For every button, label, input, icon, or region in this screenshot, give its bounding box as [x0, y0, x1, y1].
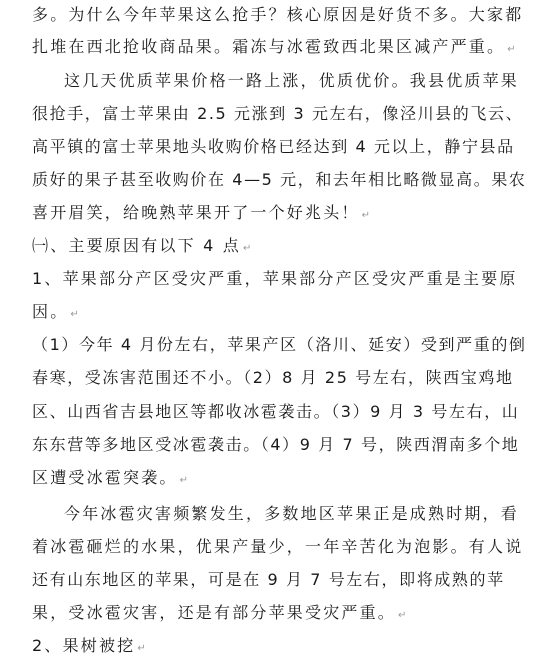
paragraph-line: 这几天优质苹果价格一路上涨，优质优价。我县优质苹果: [64, 71, 520, 90]
paragraph-line: （1）今年 4 月份左右，苹果产区（洛川、延安）受到严重的倒: [32, 335, 527, 354]
paragraph-mark-icon: ↵: [361, 210, 370, 221]
paragraph-line: 喜开眉笑，给晚熟苹果开了一个好兆头！ ↵: [32, 203, 370, 222]
paragraph-line: 高平镇的富士苹果地头收购价格已经达到 4 元以上，静宁县品: [32, 137, 515, 156]
paragraph-line: 质好的果子甚至收购价在 4—5 元，和去年相比略微显高。果农: [32, 170, 527, 189]
paragraph-line: 区遭受冰雹突袭。 ↵: [32, 468, 188, 487]
paragraph-mark-icon: ↵: [70, 309, 79, 320]
paragraph-mark-icon: ↵: [137, 643, 146, 654]
paragraph-line: 东东营等多地区受冰雹袭击。（4）9 月 7 号，陕西渭南多个地: [32, 435, 520, 454]
section-heading: ㈠、主要原因有以下 4 点 ↵: [32, 236, 252, 255]
paragraph-line: 多。为什么今年苹果这么抢手？核心原因是好货不多。大家都: [32, 5, 524, 24]
subsection-heading: 2、果树被挖 ↵: [32, 636, 146, 655]
paragraph-mark-icon: ↵: [398, 610, 407, 621]
paragraph-line: 着冰雹砸烂的水果，优果产量少，一年辛苦化为泡影。有人说: [32, 537, 524, 556]
paragraph-line: 春寒，受冻害范围还不小。（2）8 月 25 号左右，陕西宝鸡地: [32, 368, 514, 387]
paragraph-mark-icon: ↵: [242, 243, 252, 254]
paragraph-mark-icon: ↵: [179, 475, 188, 486]
paragraph-line: 扎堆在西北抢收商品果。霜冻与冰雹致西北果区减产严重。 ↵: [32, 37, 516, 56]
paragraph-line: 区、山西省吉县地区等都收冰雹袭击。（3）9 月 3 号左右，山: [32, 402, 520, 421]
paragraph-line: 因。 ↵: [32, 302, 79, 321]
paragraph-line: 果，受冰雹灾害，还是有部分苹果受灾严重。 ↵: [32, 603, 407, 622]
subsection-heading: 1、苹果部分产区受灾严重，苹果部分产区受灾严重是主要原: [32, 269, 518, 288]
paragraph-line: 今年冰雹灾害频繁发生，多数地区苹果正是成熟时期，看: [64, 504, 520, 523]
paragraph-line: 还有山东地区的苹果，可是在 9 月 7 号左右，即将成熟的苹: [32, 570, 505, 589]
paragraph-line: 很抢手，富士苹果由 2.5 元涨到 3 元左右，像泾川县的飞云、: [32, 104, 524, 123]
paragraph-mark-icon: ↵: [507, 44, 516, 55]
